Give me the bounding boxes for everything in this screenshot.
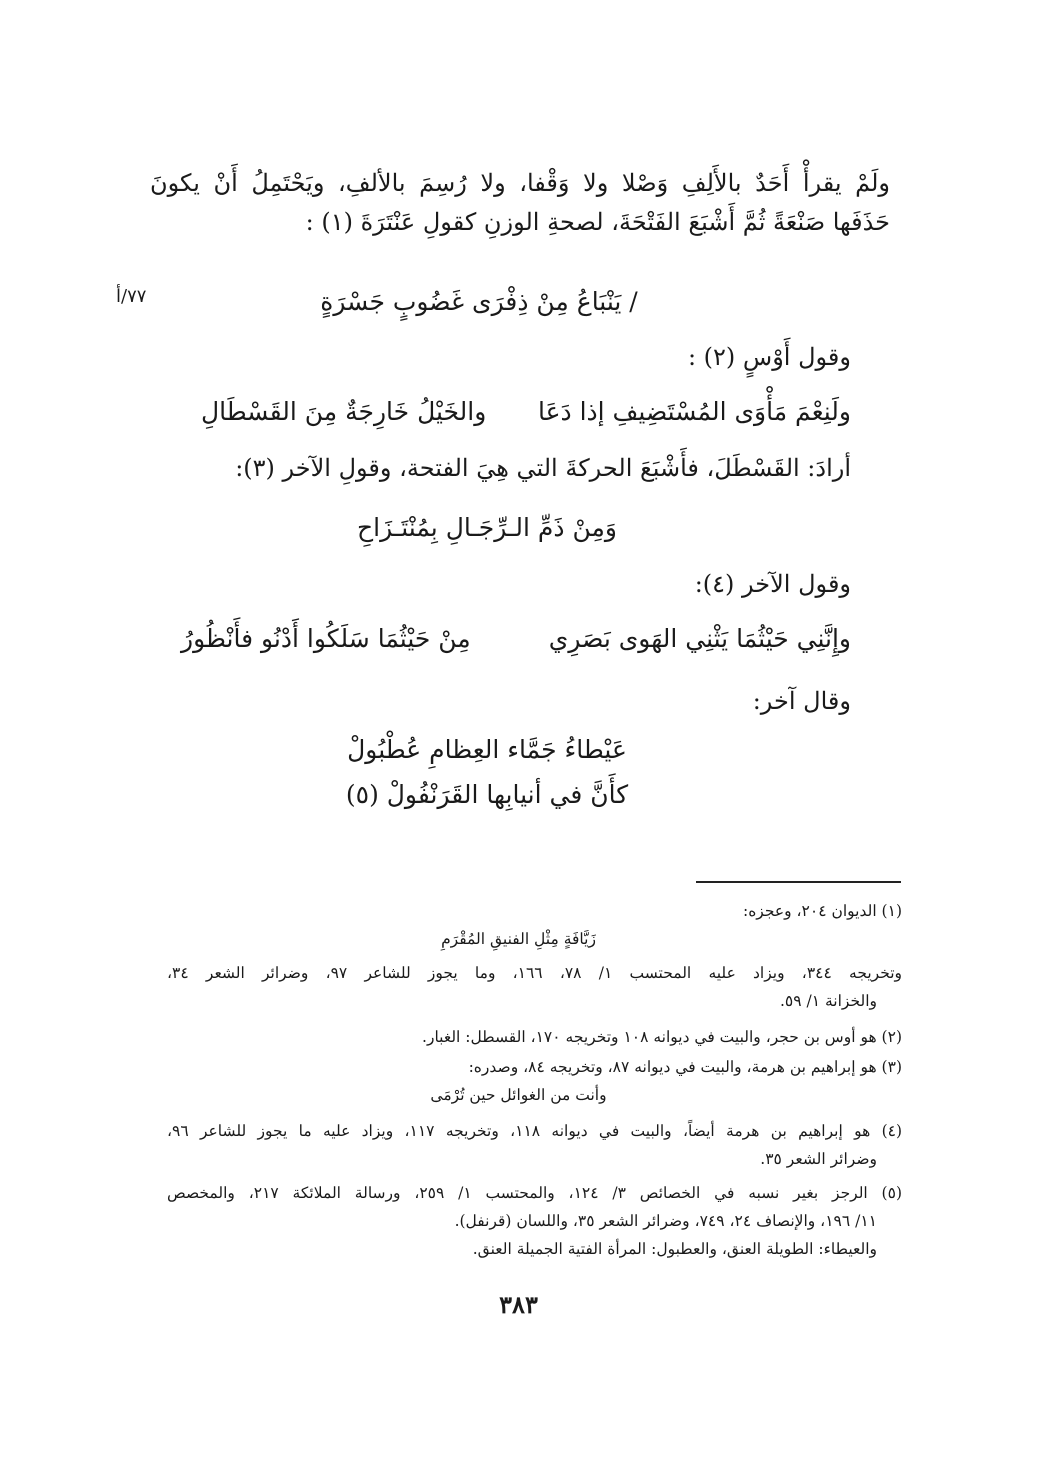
footnote-4-end: وضرائر الشعر ٣٥. — [760, 1150, 877, 1168]
footnote-1-end: والخزانة ١/ ٥٩. — [779, 992, 877, 1010]
footnote-separator — [696, 881, 901, 883]
rajaz-line-2: كأَنَّ في أنيابِها القَرَنْفُولْ (٥) — [345, 780, 629, 809]
footnote-3-verse: وأنت من الغوائل حين تُرْمَى — [430, 1086, 607, 1104]
footnote-1-verse: زَيَّافَةٍ مِثْلِ الفنيقِ المُقْرَمِ — [441, 930, 596, 948]
footnote-5-body: (٥) الرجز بغير نسبه في الخصائص ٣/ ١٢٤، والمحتسب ١/ ٢٥٩، ورسالة الملائكة ٢١٧، والمخصص — [167, 1184, 902, 1202]
footnote-5-cont: ١١/ ١٩٦، والإنصاف ٢٤، ٧٤٩، وضرائر الشعر ٣٥، واللسان (قرنفل). — [454, 1212, 877, 1230]
footnote-2: (٢) هو أوس بن حجر، والبيت في ديوانه ١٠٨ وتخريجه ١٧٠، القسطل: الغبار. — [422, 1028, 902, 1046]
footnote-5-gloss: والعيطاء: الطويلة العنق، والعطبول: المرأة الفتية الجميلة العنق. — [472, 1240, 877, 1258]
footnote-1-head: (١) الديوان ٢٠٤، وعجزه: — [742, 902, 902, 920]
verse-aws-second-hemistich: والخَيْلُ خَارِجَةٌ مِنَ القَسْطَالِ — [201, 397, 487, 426]
verse-muntazah: وَمِنْ ذَمِّ الـرِّجَـالِ بِمُنْتَـزَاحِ — [357, 513, 617, 542]
intro-qala-akhar: وقال آخر: — [752, 687, 851, 715]
body-line-1: ولَمْ يقرأْ أَحَدٌ بالأَلِفِ وَصْلا ولا وَقْفا، ولا رُسِمَ بالألفِ، ويَحْتَمِلُ أَنْ يكونَ — [150, 169, 890, 197]
body-line-2: حَذَفَها صَنْعَةً ثُمَّ أَشْبَعَ الفَتْحَةَ، لصحةِ الوزنِ كقولِ عَنْتَرَةَ (١) : — [305, 208, 890, 236]
intro-akhar: وقول الآخر (٤): — [694, 570, 851, 598]
verse-aws-first-hemistich: ولَنِعْمَ مَأْوَى المُسْتَضِيفِ إذا دَعَا — [537, 397, 851, 426]
intro-aws: وقول أَوْسٍ (٢) : — [687, 343, 851, 371]
verse-antara: / يَنْبَاعُ مِنْ ذِفْرَى غَضُوبٍ جَسْرَةٍ — [320, 287, 638, 316]
verse-akhar-first-hemistich: وإِنَّنِي حَيْثُمَا يَثْنِي الهَوى بَصَرِي — [548, 624, 851, 653]
footnote-1-body: وتخريجه ٣٤٤، ويزاد عليه المحتسب ١/ ٧٨، ١٦٦، وما يجوز للشاعر ٩٧، وضرائر الشعر ٣٤، — [167, 964, 902, 982]
verse-akhar-second-hemistich: مِنْ حَيْثُمَا سَلَكُوا أَدْنُو فأَنْظُورُ — [181, 624, 471, 653]
margin-folio-ref: ٧٧/أ — [116, 286, 147, 307]
body-line-arada: أرادَ: القَسْطَلَ، فأَشْبَعَ الحركةَ التي هِيَ الفتحة، وقولِ الآخر (٣): — [235, 454, 851, 482]
verse-aws — [201, 394, 851, 430]
verse-akhar — [181, 621, 851, 657]
footnote-4-body: (٤) هو إبراهيم بن هرمة أيضاً، والبيت في ديوانه ١١٨، وتخريجه ١١٧، ويزاد عليه ما يجوز للشاعر ٩٦، — [167, 1122, 903, 1140]
rajaz-line-1: عَيْطاءُ جَمَّاء العِظامِ عُطْبُولْ — [347, 735, 627, 764]
footnote-3-head: (٣) هو إبراهيم بن هرمة، والبيت في ديوانه ٨٧، وتخريجه ٨٤، وصدره: — [468, 1058, 902, 1076]
page-number: ٣٨٣ — [499, 1290, 538, 1319]
